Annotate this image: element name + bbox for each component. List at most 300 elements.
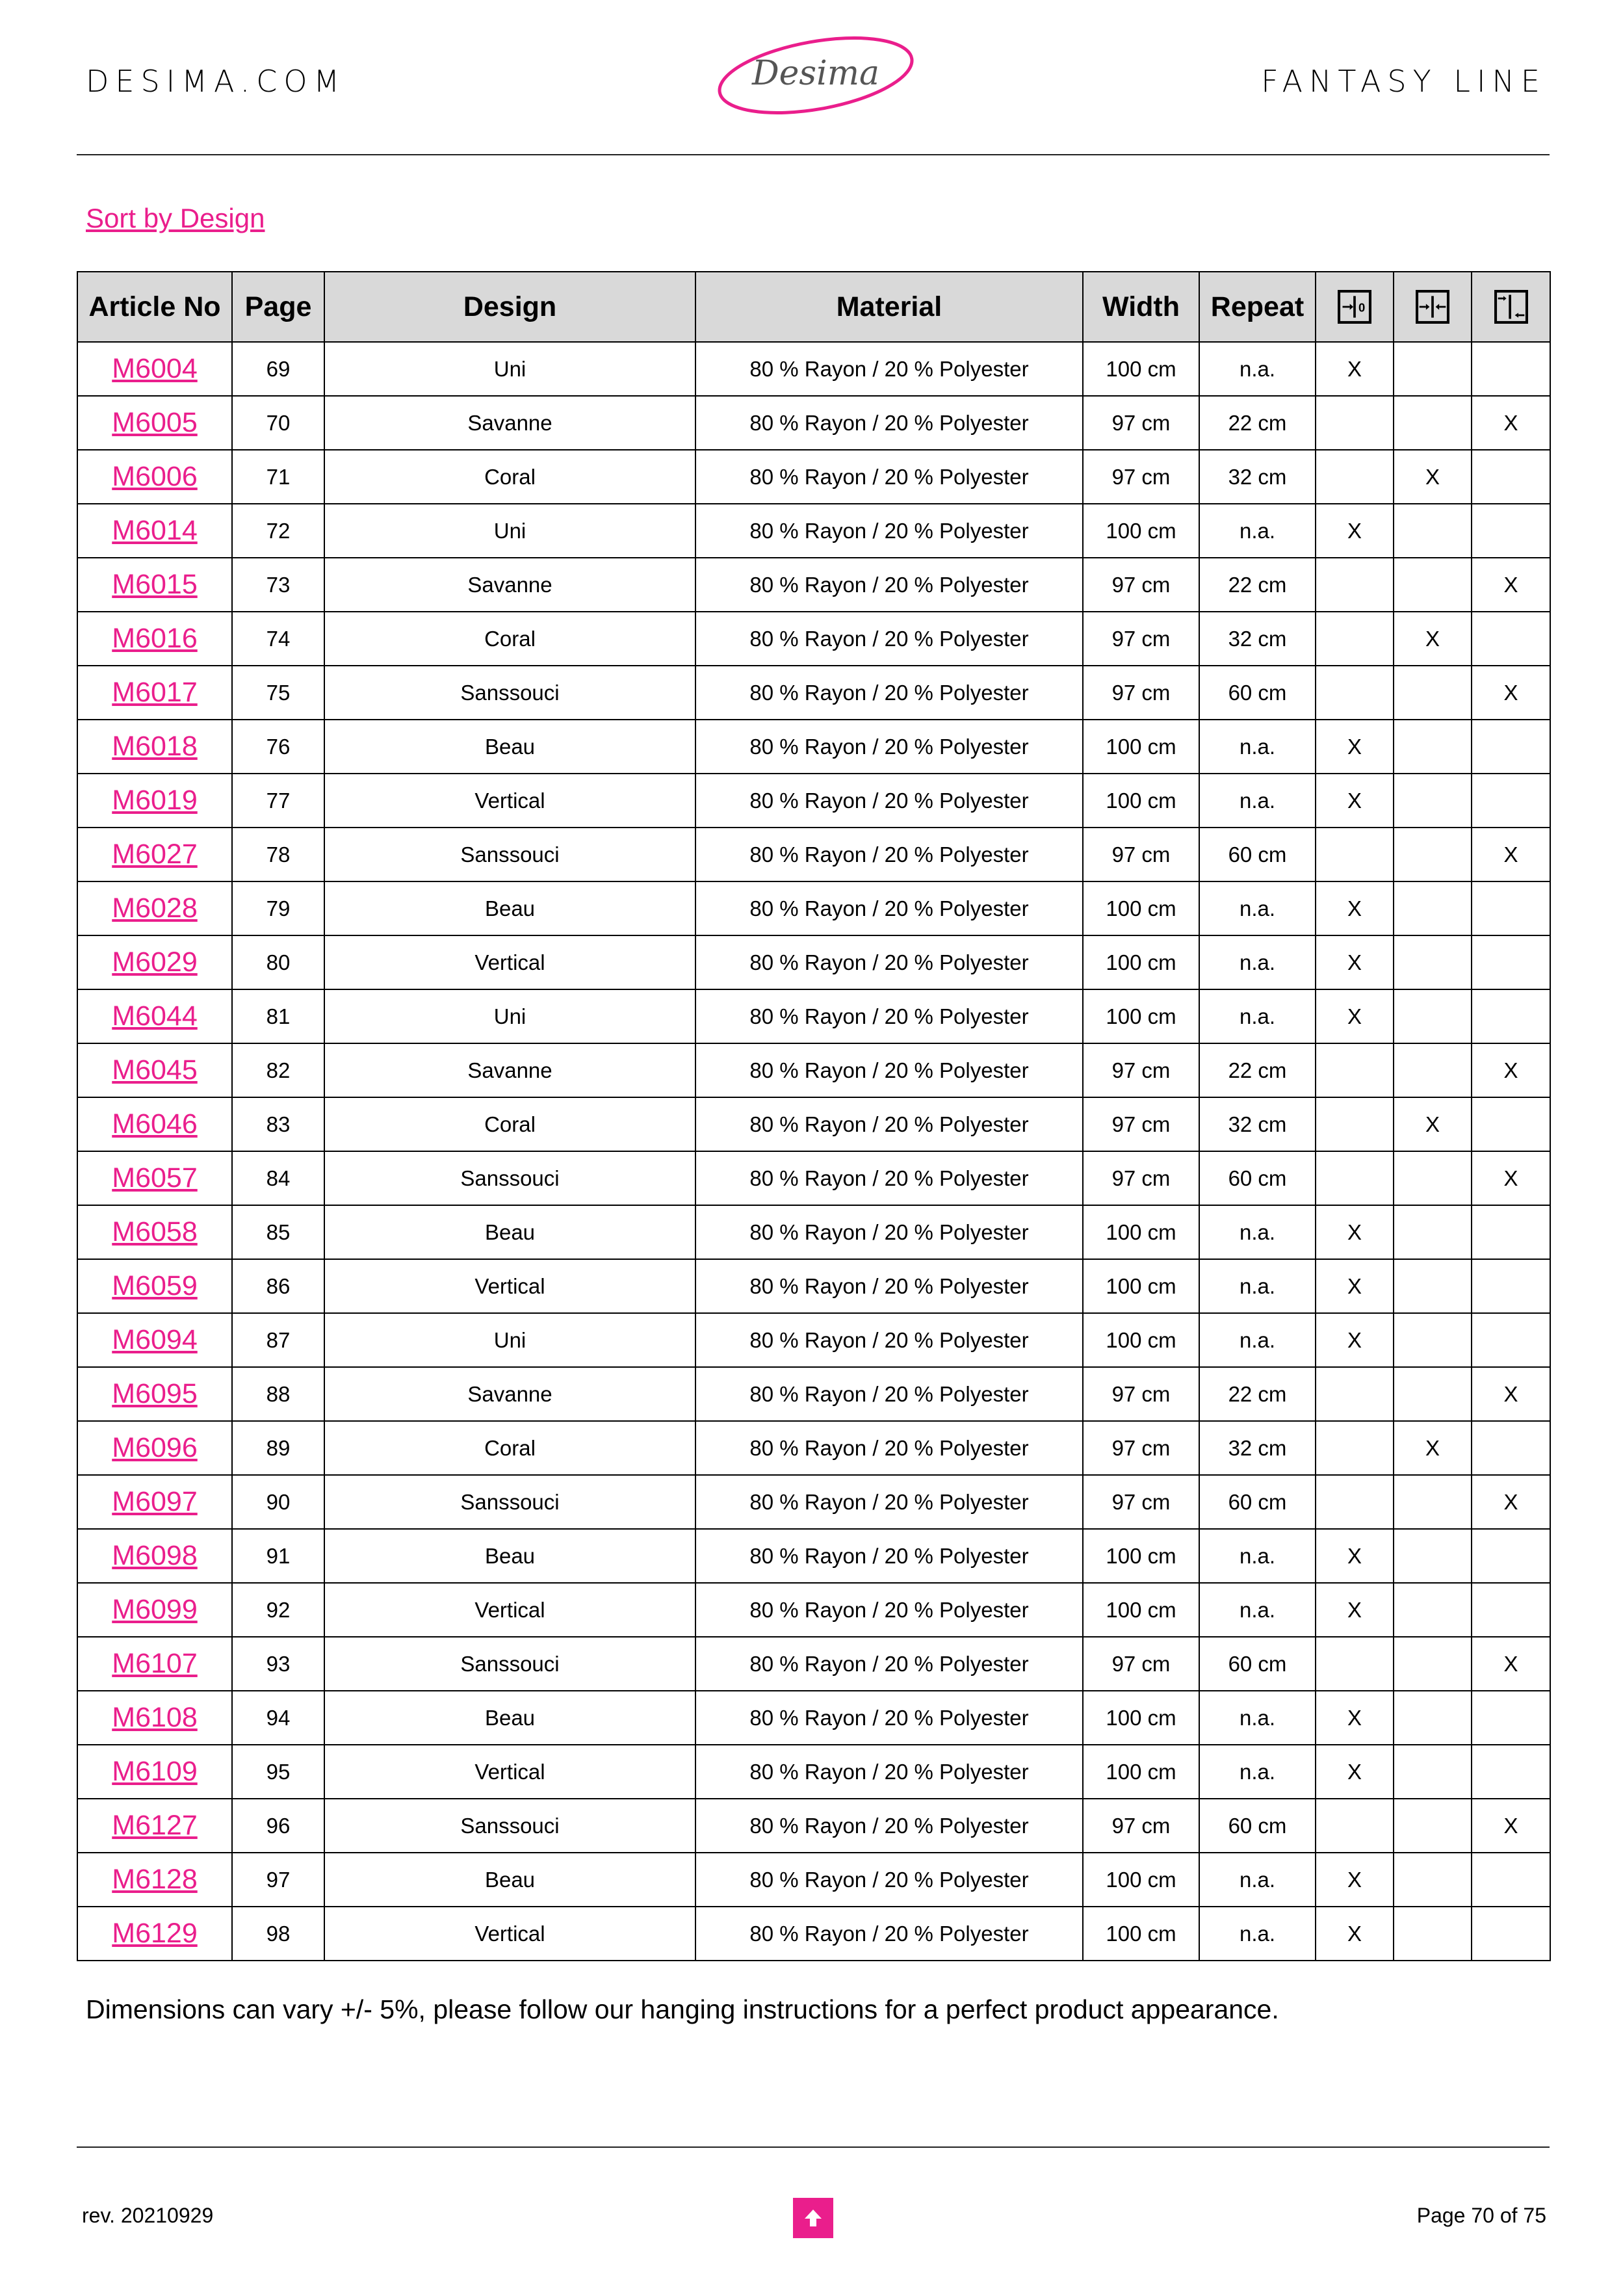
cell-material: 80 % Rayon / 20 % Polyester: [695, 935, 1083, 989]
cell-page: 97: [232, 1853, 324, 1907]
cell-no-repeat: X: [1316, 1583, 1394, 1637]
cell-no-repeat: X: [1316, 504, 1394, 558]
dimensions-note: Dimensions can vary +/- 5%, please follow our hanging instructions for a perfect product appearance.: [86, 1994, 1279, 2024]
cell-material: 80 % Rayon / 20 % Polyester: [695, 558, 1083, 612]
cell-design: Coral: [324, 1421, 695, 1475]
cell-material: 80 % Rayon / 20 % Polyester: [695, 1421, 1083, 1475]
cell-article: [77, 666, 232, 720]
article-link[interactable]: M6127: [112, 1810, 198, 1841]
cell-article: [77, 1529, 232, 1583]
cell-repeat: 32 cm: [1199, 612, 1316, 666]
cell-repeat: n.a.: [1199, 1907, 1316, 1961]
cell-no-repeat: X: [1316, 1259, 1394, 1313]
cell-design: Coral: [324, 450, 695, 504]
cell-material: 80 % Rayon / 20 % Polyester: [695, 1151, 1083, 1205]
cell-repeat: 60 cm: [1199, 1151, 1316, 1205]
article-link[interactable]: M6016: [112, 623, 198, 654]
cell-no-repeat: X: [1316, 881, 1394, 935]
table-header-row: [77, 272, 1550, 342]
cell-no-repeat: X: [1316, 1691, 1394, 1745]
catalog-line-title: FANTASY LINE: [1261, 64, 1546, 99]
cell-page: 96: [232, 1799, 324, 1853]
cell-straight-repeat: [1394, 666, 1472, 720]
cell-design: Beau: [324, 720, 695, 774]
cell-width: 97 cm: [1083, 1367, 1199, 1421]
table-row: [77, 1691, 1550, 1745]
cell-material: 80 % Rayon / 20 % Polyester: [695, 396, 1083, 450]
cell-straight-repeat: [1394, 342, 1472, 396]
cell-offset-repeat: [1472, 1745, 1550, 1799]
cell-design: Uni: [324, 989, 695, 1043]
cell-width: 97 cm: [1083, 1043, 1199, 1097]
col-article-header: Article No: [77, 272, 232, 342]
article-link[interactable]: M6109: [112, 1756, 198, 1787]
table-row: [77, 720, 1550, 774]
cell-design: Vertical: [324, 774, 695, 828]
cell-material: 80 % Rayon / 20 % Polyester: [695, 1745, 1083, 1799]
table-row: [77, 1745, 1550, 1799]
article-link[interactable]: M6107: [112, 1648, 198, 1679]
cell-material: 80 % Rayon / 20 % Polyester: [695, 720, 1083, 774]
cell-material: 80 % Rayon / 20 % Polyester: [695, 774, 1083, 828]
cell-material: 80 % Rayon / 20 % Polyester: [695, 450, 1083, 504]
site-name: DESIMA.COM: [86, 64, 346, 99]
cell-width: 97 cm: [1083, 612, 1199, 666]
cell-offset-repeat: [1472, 450, 1550, 504]
article-link[interactable]: M6015: [112, 569, 198, 600]
cell-repeat: 60 cm: [1199, 828, 1316, 881]
cell-page: 72: [232, 504, 324, 558]
cell-width: 100 cm: [1083, 342, 1199, 396]
cell-no-repeat: [1316, 828, 1394, 881]
cell-straight-repeat: [1394, 504, 1472, 558]
cell-width: 100 cm: [1083, 1313, 1199, 1367]
cell-offset-repeat: X: [1472, 1043, 1550, 1097]
cell-straight-repeat: [1394, 1799, 1472, 1853]
cell-repeat: n.a.: [1199, 1745, 1316, 1799]
cell-repeat: n.a.: [1199, 1259, 1316, 1313]
cell-page: 89: [232, 1421, 324, 1475]
cell-material: 80 % Rayon / 20 % Polyester: [695, 1259, 1083, 1313]
cell-article: [77, 396, 232, 450]
article-link[interactable]: M6096: [112, 1432, 198, 1463]
cell-design: Beau: [324, 881, 695, 935]
cell-straight-repeat: [1394, 935, 1472, 989]
cell-straight-repeat: [1394, 774, 1472, 828]
cell-offset-repeat: [1472, 1097, 1550, 1151]
cell-straight-repeat: [1394, 558, 1472, 612]
cell-width: 97 cm: [1083, 1097, 1199, 1151]
table-row: [77, 450, 1550, 504]
cell-width: 100 cm: [1083, 1691, 1199, 1745]
cell-design: Sanssouci: [324, 1799, 695, 1853]
table-row: [77, 1637, 1550, 1691]
cell-offset-repeat: [1472, 612, 1550, 666]
cell-page: 94: [232, 1691, 324, 1745]
col-offset-repeat-header: [1472, 272, 1550, 342]
cell-straight-repeat: X: [1394, 612, 1472, 666]
cell-width: 97 cm: [1083, 1637, 1199, 1691]
cell-repeat: 22 cm: [1199, 396, 1316, 450]
cell-no-repeat: [1316, 1367, 1394, 1421]
table-row: [77, 666, 1550, 720]
article-link[interactable]: M6018: [112, 731, 198, 762]
cell-page: 73: [232, 558, 324, 612]
cell-page: 82: [232, 1043, 324, 1097]
col-no-repeat-header: [1316, 272, 1394, 342]
article-link[interactable]: M6028: [112, 893, 198, 924]
table-row: [77, 1475, 1550, 1529]
article-link[interactable]: M6099: [112, 1594, 198, 1625]
article-link[interactable]: M6005: [112, 407, 198, 438]
cell-width: 97 cm: [1083, 1799, 1199, 1853]
cell-article: [77, 1853, 232, 1907]
cell-design: Savanne: [324, 1367, 695, 1421]
cell-repeat: n.a.: [1199, 1583, 1316, 1637]
cell-material: 80 % Rayon / 20 % Polyester: [695, 1637, 1083, 1691]
cell-article: [77, 720, 232, 774]
cell-page: 98: [232, 1907, 324, 1961]
cell-article: [77, 1799, 232, 1853]
cell-no-repeat: [1316, 396, 1394, 450]
cell-design: Uni: [324, 342, 695, 396]
cell-repeat: n.a.: [1199, 342, 1316, 396]
cell-repeat: 32 cm: [1199, 450, 1316, 504]
cell-offset-repeat: X: [1472, 396, 1550, 450]
cell-no-repeat: X: [1316, 1205, 1394, 1259]
cell-no-repeat: [1316, 1043, 1394, 1097]
cell-article: [77, 558, 232, 612]
cell-page: 88: [232, 1367, 324, 1421]
cell-article: [77, 881, 232, 935]
article-link[interactable]: M6098: [112, 1540, 198, 1571]
cell-repeat: 32 cm: [1199, 1097, 1316, 1151]
cell-page: 69: [232, 342, 324, 396]
cell-no-repeat: X: [1316, 720, 1394, 774]
cell-article: [77, 1151, 232, 1205]
table-row: [77, 774, 1550, 828]
cell-repeat: n.a.: [1199, 1529, 1316, 1583]
table-row: [77, 396, 1550, 450]
cell-repeat: n.a.: [1199, 1313, 1316, 1367]
sort-by-design-link[interactable]: Sort by Design: [86, 203, 265, 233]
cell-width: 100 cm: [1083, 1907, 1199, 1961]
cell-design: Uni: [324, 1313, 695, 1367]
table-row: [77, 1043, 1550, 1097]
article-link[interactable]: M6058: [112, 1216, 198, 1247]
cell-page: 85: [232, 1205, 324, 1259]
table-row: [77, 935, 1550, 989]
cell-article: [77, 1097, 232, 1151]
cell-design: Coral: [324, 612, 695, 666]
cell-width: 100 cm: [1083, 1259, 1199, 1313]
cell-no-repeat: [1316, 450, 1394, 504]
article-link[interactable]: M6044: [112, 1000, 198, 1032]
cell-article: [77, 1691, 232, 1745]
table-row: [77, 1313, 1550, 1367]
table-row: [77, 1421, 1550, 1475]
revision-label: rev. 20210929: [82, 2204, 214, 2227]
article-link[interactable]: M6057: [112, 1162, 198, 1194]
cell-straight-repeat: [1394, 1745, 1472, 1799]
table-row: [77, 558, 1550, 612]
cell-straight-repeat: [1394, 828, 1472, 881]
col-design-header: Design: [324, 272, 695, 342]
cell-article: [77, 504, 232, 558]
cell-width: 97 cm: [1083, 1151, 1199, 1205]
article-link[interactable]: M6108: [112, 1702, 198, 1733]
cell-no-repeat: X: [1316, 1907, 1394, 1961]
cell-material: 80 % Rayon / 20 % Polyester: [695, 1583, 1083, 1637]
cell-page: 80: [232, 935, 324, 989]
cell-design: Coral: [324, 1097, 695, 1151]
article-link[interactable]: M6019: [112, 785, 198, 816]
cell-material: 80 % Rayon / 20 % Polyester: [695, 1529, 1083, 1583]
cell-no-repeat: [1316, 558, 1394, 612]
cell-page: 71: [232, 450, 324, 504]
desima-logo: [712, 25, 920, 129]
article-link[interactable]: M6128: [112, 1864, 198, 1895]
cell-width: 100 cm: [1083, 720, 1199, 774]
table-row: [77, 1259, 1550, 1313]
table-row: [77, 881, 1550, 935]
cell-width: 100 cm: [1083, 1583, 1199, 1637]
cell-page: 86: [232, 1259, 324, 1313]
cell-width: 97 cm: [1083, 828, 1199, 881]
cell-page: 83: [232, 1097, 324, 1151]
cell-article: [77, 1205, 232, 1259]
cell-repeat: 22 cm: [1199, 1367, 1316, 1421]
cell-page: 78: [232, 828, 324, 881]
cell-page: 92: [232, 1583, 324, 1637]
cell-offset-repeat: [1472, 1907, 1550, 1961]
cell-no-repeat: X: [1316, 935, 1394, 989]
cell-article: [77, 774, 232, 828]
cell-material: 80 % Rayon / 20 % Polyester: [695, 1475, 1083, 1529]
cell-straight-repeat: [1394, 1637, 1472, 1691]
header-divider: [77, 154, 1550, 155]
cell-page: 81: [232, 989, 324, 1043]
cell-repeat: 32 cm: [1199, 1421, 1316, 1475]
cell-offset-repeat: [1472, 1853, 1550, 1907]
cell-article: [77, 1043, 232, 1097]
table-row: [77, 1907, 1550, 1961]
cell-offset-repeat: X: [1472, 1367, 1550, 1421]
cell-width: 97 cm: [1083, 558, 1199, 612]
cell-material: 80 % Rayon / 20 % Polyester: [695, 1691, 1083, 1745]
cell-design: Sanssouci: [324, 828, 695, 881]
cell-material: 80 % Rayon / 20 % Polyester: [695, 1313, 1083, 1367]
cell-width: 100 cm: [1083, 774, 1199, 828]
cell-material: 80 % Rayon / 20 % Polyester: [695, 612, 1083, 666]
cell-material: 80 % Rayon / 20 % Polyester: [695, 1799, 1083, 1853]
article-link[interactable]: M6029: [112, 946, 198, 978]
cell-design: Sanssouci: [324, 1475, 695, 1529]
cell-width: 100 cm: [1083, 1205, 1199, 1259]
cell-straight-repeat: [1394, 881, 1472, 935]
straight-repeat-icon: [1416, 290, 1449, 324]
cell-width: 97 cm: [1083, 1475, 1199, 1529]
cell-page: 79: [232, 881, 324, 935]
cell-page: 75: [232, 666, 324, 720]
cell-article: [77, 1313, 232, 1367]
cell-design: Vertical: [324, 935, 695, 989]
article-link[interactable]: M6095: [112, 1378, 198, 1409]
col-straight-repeat-header: [1394, 272, 1472, 342]
article-link[interactable]: M6045: [112, 1054, 198, 1086]
cell-no-repeat: [1316, 1799, 1394, 1853]
cell-page: 95: [232, 1745, 324, 1799]
article-link[interactable]: M6097: [112, 1486, 198, 1517]
cell-straight-repeat: [1394, 1151, 1472, 1205]
cell-offset-repeat: [1472, 1421, 1550, 1475]
cell-page: 91: [232, 1529, 324, 1583]
cell-offset-repeat: [1472, 1529, 1550, 1583]
offset-repeat-icon: [1494, 290, 1528, 324]
cell-repeat: n.a.: [1199, 720, 1316, 774]
cell-article: [77, 1907, 232, 1961]
cell-offset-repeat: [1472, 1313, 1550, 1367]
cell-article: [77, 1637, 232, 1691]
article-link[interactable]: M6014: [112, 515, 198, 546]
article-link[interactable]: M6059: [112, 1270, 198, 1301]
cell-design: Beau: [324, 1205, 695, 1259]
cell-design: Uni: [324, 504, 695, 558]
cell-straight-repeat: [1394, 1475, 1472, 1529]
article-link[interactable]: M6129: [112, 1918, 198, 1949]
cell-straight-repeat: [1394, 1367, 1472, 1421]
cell-page: 84: [232, 1151, 324, 1205]
article-link[interactable]: M6006: [112, 461, 198, 492]
cell-straight-repeat: [1394, 1583, 1472, 1637]
cell-no-repeat: [1316, 1475, 1394, 1529]
cell-no-repeat: X: [1316, 1853, 1394, 1907]
cell-straight-repeat: [1394, 1043, 1472, 1097]
cell-no-repeat: X: [1316, 989, 1394, 1043]
article-link[interactable]: M6046: [112, 1108, 198, 1140]
cell-no-repeat: [1316, 1421, 1394, 1475]
cell-straight-repeat: [1394, 720, 1472, 774]
cell-design: Sanssouci: [324, 1637, 695, 1691]
cell-material: 80 % Rayon / 20 % Polyester: [695, 342, 1083, 396]
cell-no-repeat: X: [1316, 342, 1394, 396]
cell-width: 100 cm: [1083, 989, 1199, 1043]
cell-design: Sanssouci: [324, 1151, 695, 1205]
cell-article: [77, 342, 232, 396]
table-row: [77, 1151, 1550, 1205]
cell-design: Vertical: [324, 1907, 695, 1961]
cell-offset-repeat: [1472, 720, 1550, 774]
table-row: [77, 1799, 1550, 1853]
cell-design: Vertical: [324, 1583, 695, 1637]
cell-repeat: 60 cm: [1199, 1475, 1316, 1529]
cell-no-repeat: [1316, 612, 1394, 666]
cell-straight-repeat: [1394, 1259, 1472, 1313]
cell-design: Beau: [324, 1691, 695, 1745]
back-to-top-button[interactable]: [793, 2198, 833, 2238]
product-table: [77, 271, 1551, 1961]
article-link[interactable]: M6027: [112, 839, 198, 870]
table-row: [77, 612, 1550, 666]
cell-width: 100 cm: [1083, 1529, 1199, 1583]
table-row: [77, 1529, 1550, 1583]
cell-repeat: 60 cm: [1199, 1637, 1316, 1691]
cell-repeat: n.a.: [1199, 989, 1316, 1043]
cell-article: [77, 1583, 232, 1637]
cell-straight-repeat: X: [1394, 1421, 1472, 1475]
cell-material: 80 % Rayon / 20 % Polyester: [695, 881, 1083, 935]
cell-offset-repeat: [1472, 1583, 1550, 1637]
table-row: [77, 1583, 1550, 1637]
cell-article: [77, 612, 232, 666]
cell-width: 100 cm: [1083, 1745, 1199, 1799]
cell-article: [77, 828, 232, 881]
cell-straight-repeat: [1394, 1529, 1472, 1583]
cell-repeat: n.a.: [1199, 504, 1316, 558]
table-row: [77, 1853, 1550, 1907]
cell-design: Vertical: [324, 1259, 695, 1313]
cell-repeat: n.a.: [1199, 774, 1316, 828]
cell-offset-repeat: X: [1472, 666, 1550, 720]
cell-design: Savanne: [324, 1043, 695, 1097]
cell-straight-repeat: X: [1394, 450, 1472, 504]
col-repeat-header: Repeat: [1199, 272, 1316, 342]
cell-page: 93: [232, 1637, 324, 1691]
cell-repeat: 22 cm: [1199, 1043, 1316, 1097]
cell-offset-repeat: X: [1472, 1637, 1550, 1691]
table-row: [77, 989, 1550, 1043]
cell-no-repeat: [1316, 1097, 1394, 1151]
no-repeat-icon: [1338, 290, 1371, 324]
article-link[interactable]: M6094: [112, 1324, 198, 1355]
cell-offset-repeat: X: [1472, 558, 1550, 612]
cell-width: 100 cm: [1083, 935, 1199, 989]
cell-material: 80 % Rayon / 20 % Polyester: [695, 666, 1083, 720]
footer-divider: [77, 2146, 1550, 2148]
cell-no-repeat: X: [1316, 774, 1394, 828]
cell-offset-repeat: [1472, 1691, 1550, 1745]
cell-material: 80 % Rayon / 20 % Polyester: [695, 1097, 1083, 1151]
cell-page: 74: [232, 612, 324, 666]
cell-no-repeat: X: [1316, 1529, 1394, 1583]
table-row: [77, 504, 1550, 558]
cell-width: 97 cm: [1083, 1421, 1199, 1475]
col-page-header: Page: [232, 272, 324, 342]
cell-no-repeat: [1316, 1151, 1394, 1205]
cell-straight-repeat: X: [1394, 1097, 1472, 1151]
cell-material: 80 % Rayon / 20 % Polyester: [695, 828, 1083, 881]
cell-straight-repeat: [1394, 1853, 1472, 1907]
cell-offset-repeat: [1472, 1259, 1550, 1313]
cell-material: 80 % Rayon / 20 % Polyester: [695, 1043, 1083, 1097]
article-link[interactable]: M6017: [112, 677, 198, 708]
cell-offset-repeat: [1472, 989, 1550, 1043]
cell-article: [77, 935, 232, 989]
cell-offset-repeat: [1472, 342, 1550, 396]
cell-offset-repeat: [1472, 935, 1550, 989]
cell-material: 80 % Rayon / 20 % Polyester: [695, 504, 1083, 558]
cell-straight-repeat: [1394, 1205, 1472, 1259]
cell-material: 80 % Rayon / 20 % Polyester: [695, 989, 1083, 1043]
cell-material: 80 % Rayon / 20 % Polyester: [695, 1907, 1083, 1961]
cell-page: 70: [232, 396, 324, 450]
article-link[interactable]: M6004: [112, 353, 198, 384]
cell-straight-repeat: [1394, 989, 1472, 1043]
cell-page: 90: [232, 1475, 324, 1529]
cell-straight-repeat: [1394, 1691, 1472, 1745]
cell-material: 80 % Rayon / 20 % Polyester: [695, 1205, 1083, 1259]
cell-offset-repeat: X: [1472, 1151, 1550, 1205]
